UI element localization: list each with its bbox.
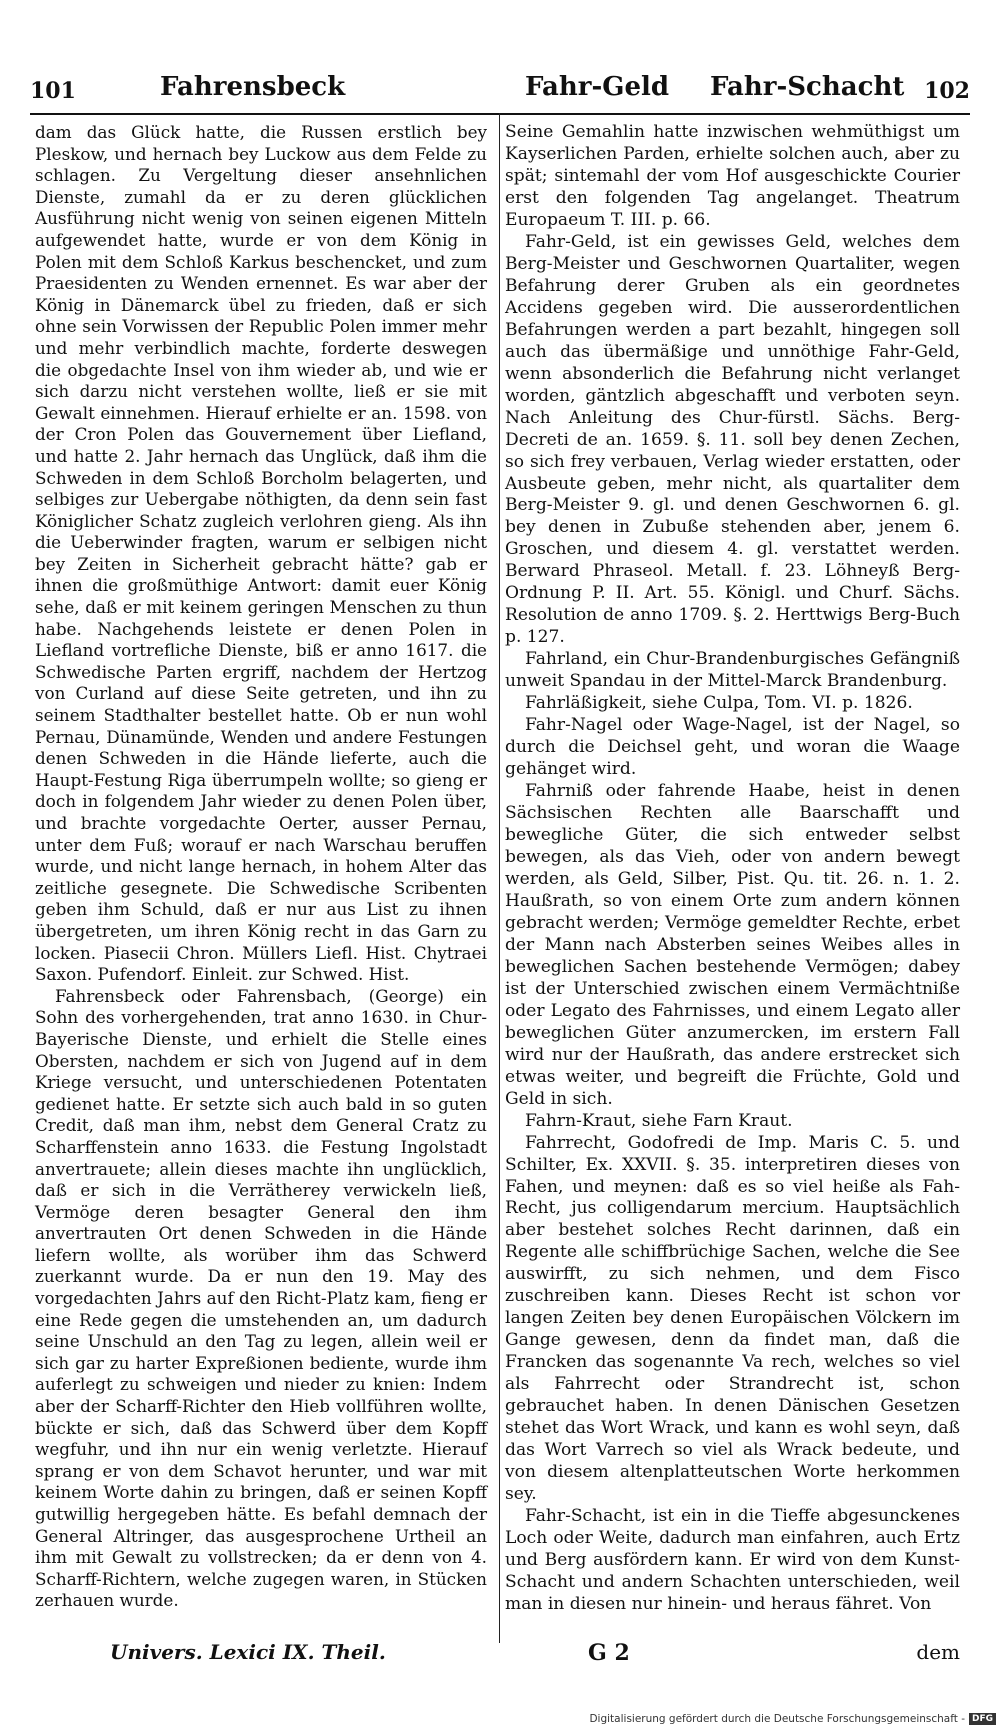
left-paragraph-1: dam das Glück hatte, die Russen erstlich bey Pleskow, und hernach bey Luckow aus dem Felde zu schlagen. Zu Vergeltung dieser ansehnlichen Dienste, zumahl da er zu deren glücklichen Ausführung nicht wenig von seinen eigenen Mitteln aufgewendet hatte, wurde er von dem König in Polen mit dem Schloß Karkus beschencket, und zum Praesidenten zu Wenden ernennet. Es war aber der König in Dänemarck übel zu frieden, daß er sich ohne sein Vorwissen der Republic Polen immer mehr und mehr verbindlich machte, forderte deswegen die obgedachte Insel von ihm wieder ab, und wie er sich darzu nicht verstehen wollte, ließ er sie mit Gewalt einnehmen. Hierauf erhielte er an. 1598. von der Cron Polen das Gouvernement über Liefland, und hatte 2. Jahr hernach das Unglück, daß ihm die Schweden in dem Schloß Borcholm belagerten, und selbiges zur Uebergabe nöthigten, da denn sein fast Königlicher Schatz zugleich verlohren gieng. Als ihn die Ueberwinder fragten, warum er selbigen nicht bey Zeiten in Sicherheit gebracht hätte? gab er ihnen die großmüthige Antwort: damit euer König sehe, daß er mit keinem geringen Menschen zu thun habe. Nachgehends leistete er denen Polen in Liefland vortrefliche Dienste, biß er anno 1617. die Schwedische Parten ergriff, nachdem der Hertzog von Curland auf diese Seite getreten, und ihn zu seinem Stadthalter bestellet hatte. Ob er nun wohl Pernau, Dünamünde, Wenden und andere Festungen denen Schweden in die Hände lieferte, auch die Haupt-Festung Riga überrumpeln wollte; so gieng er doch in folgendem Jahr wieder zu denen Polen über, und brachte vorgedachte Oerter, ausser Pernau, unter dem Fuß; worauf er nach Warschau beruffen wurde, und nicht lange hernach, in hohem Alter das zeitliche gesegnete. Die Schwedische Scribenten geben ihm Schuld, daß er nur aus List zu ihnen übergetreten, um ihren König recht in das Garn zu locken. Piasecii Chron. Müllers Liefl. Hist. Chytraei Saxon. Pufendorf. Einleit. zur Schwed. Hist. (35, 122, 487, 985)
digitization-credit (589, 1713, 996, 1725)
header-title-left: Fahrensbeck (160, 72, 346, 102)
right-column (505, 122, 960, 1616)
right-paragraph-8: Fahrrecht, Godofredi de Imp. Maris C. 5. und Schilter, Ex. XXVII. §. 35. interpretiren dieses von Fahen, und meynen: daß es so viel heiße als Fah-Recht, jus colligendarum mercium. Hauptsächlich aber bestehet solches Recht darinnen, daß ein Regente alle schiffbrüchige Sachen, welche die See auswirfft, zu sich nehmen, und dem Fisco zuschreiben kann. Dieses Recht ist schon vor langen Zeiten bey denen Europäischen Völckern im Gange gewesen, denn da findet man, daß die Francken das sogenannte Va rech, welches so viel als Fahrrecht oder Strandrecht ist, schon gebrauchet haben. In denen Dänischen Gesetzen stehet das Wort Wrack, und kann es wohl seyn, daß das Wort Varrech so viel als Wrack bedeute, und von diesem altenplatteutschen Worte herkommen sey. (505, 1132, 960, 1505)
right-paragraph-4: Fahrläßigkeit, siehe Culpa, Tom. VI. p. 1826. (525, 693, 913, 714)
page-number-right: 102 (924, 78, 970, 104)
right-paragraph-9: Fahr-Schacht, ist ein in die Tieffe abgesunckenes Loch oder Weite, dadurch man einfahren, auch Ertz und Berg ausfördern kann. Er wird von dem Kunst-Schacht und andern Schachten unterschieden, weil man in diesen nur hinein- und heraus fähret. Von (505, 1506, 960, 1614)
page-number-left: 101 (30, 78, 76, 104)
right-paragraph-1: Seine Gemahlin hatte inzwischen wehmüthigst um Kayserlichen Parden, erhielte solchen auch, aber zu spät; sintemahl der vom Hof ausgeschickte Courier erst den folgenden Tag angelanget. Theatrum Europaeum T. III. p. 66. (505, 122, 960, 230)
credit-text: Digitalisierung gefördert durch die Deutsche Forschungsgemeinschaft - (589, 1713, 965, 1725)
left-column (35, 122, 487, 1612)
left-paragraph-2: Fahrensbeck oder Fahrensbach, (George) ein Sohn des vorhergehenden, trat anno 1630. in Chur-Bayerische Dienste, und erhielt die Stelle eines Obersten, nachdem er sich von Jugend auf in dem Kriege versucht, und unterschiedenen Potentaten gedienet hatte. Er setzte sich auch bald in so guten Credit, daß man ihm, nebst dem General Cratz zu Scharffenstein anno 1633. die Festung Ingolstadt anvertrauete; allein dieses machte ihn unglücklich, daß er sich in die Verrätherey verwickeln ließ, Vermöge deren besagter General den ihm anvertrauten Ort denen Schweden in die Hände liefern wollte, als worüber ihm das Schwerd zuerkannt wurde. Da er nun den 19. May des vorgedachten Jahrs auf den Richt-Platz kam, fieng er eine Rede gegen die umstehenden an, um dadurch seine Unschuld an den Tag zu legen, allein weil er sich gar zu harter Expreßionen bediente, wurde ihm auferlegt zu schweigen und nieder zu knien: Indem aber der Scharff-Richter den Hieb vollführen wollte, bückte er sich, daß das Schwerd über dem Kopff wegfuhr, und ihn nur ein wenig verletzte. Hierauf sprang er von dem Schavot herunter, und war mit keinem Worte dahin zu bringen, daß er seinen Kopff gutwillig hergegeben hätte. Es befahl demnach der General Altringer, das ausgesprochene Urtheil an ihm mit Gewalt zu vollstrecken; da er denn von 4. Scharff-Richtern, welche zugegen waren, in Stücken zerhauen wurde. (35, 985, 487, 1611)
signature-mark: G 2 (588, 1640, 630, 1666)
right-paragraph-7: Fahrn-Kraut, siehe Farn Kraut. (525, 1110, 793, 1131)
column-divider (499, 113, 500, 1643)
header-title-middle: Fahr-Geld (525, 72, 670, 102)
right-paragraph-6: Fahrniß oder fahrende Haabe, heist in denen Sächsischen Rechten alle Baarschafft und bewegliche Güter, die sich entweder selbst bewegen, als das Vieh, oder von andern bewegt werden, als Geld, Silber, Pist. Qu. tit. 26. n. 1. 2. Haußrath, so von einem Orte zum andern können gebracht werden; Vermöge gemeldter Rechte, erbet der Mann nach Absterben seines Weibes alles in beweglichen Sachen bestehende Vermögen; dabey ist der Unterschied zwischen einem Vermächtniße oder Legato des Fahrnisses, und einem Legato aller beweglichen Güter anzumercken, im erstern Fall wird nur der Haußrath, das andere erstrecket sich etwas weiter, und begreift die Früchte, Gold und Geld in sich. (505, 781, 960, 1109)
running-header (30, 72, 970, 112)
dfg-logo-icon: DFG (969, 1713, 996, 1725)
right-paragraph-2: Fahr-Geld, ist ein gewisses Geld, welches dem Berg-Meister und Geschwornen Quartaliter, wegen Befahrung derer Gruben als ein geordnetes Accidens gegeben wird. Die ausserordentlichen Befahrungen werden a part bezahlt, hingegen soll auch das übermäßige und unnöthige Fahr-Geld, wenn absonderlich die Befahrung nicht verlanget worden, gäntzlich abgeschafft und verboten seyn. Nach Anleitung des Chur-fürstl. Sächs. Berg-Decreti de an. 1659. §. 11. soll bey denen Zechen, so sich frey verbauen, Verlag wieder erstatten, oder Ausbeute geben, mehr nicht, als quartaliter dem Berg-Meister 9. gl. und denen Geschwornen 6. gl. bey denen in Zubuße stehenden aber, jenem 6. Groschen, und diesem 4. gl. verstattet werden. Berward Phraseol. Metall. f. 23. Löhneyß Berg-Ordnung P. II. Art. 55. Königl. und Churf. Sächs. Resolution de anno 1709. §. 2. Herttwigs Berg-Buch p. 127. (505, 231, 960, 648)
catchword: dem (916, 1640, 960, 1664)
header-title-right: Fahr-Schacht (710, 72, 905, 102)
signature-title: Univers. Lexici IX. Theil. (110, 1640, 386, 1664)
right-paragraph-5: Fahr-Nagel oder Wage-Nagel, ist der Nagel, so durch die Deichsel geht, und woran die Waage gehänget wird. (505, 715, 960, 780)
header-rule (30, 113, 970, 115)
right-paragraph-3: Fahrland, ein Chur-Brandenburgisches Gefängniß unweit Spandau in der Mittel-Marck Brandenburg. (505, 649, 960, 692)
